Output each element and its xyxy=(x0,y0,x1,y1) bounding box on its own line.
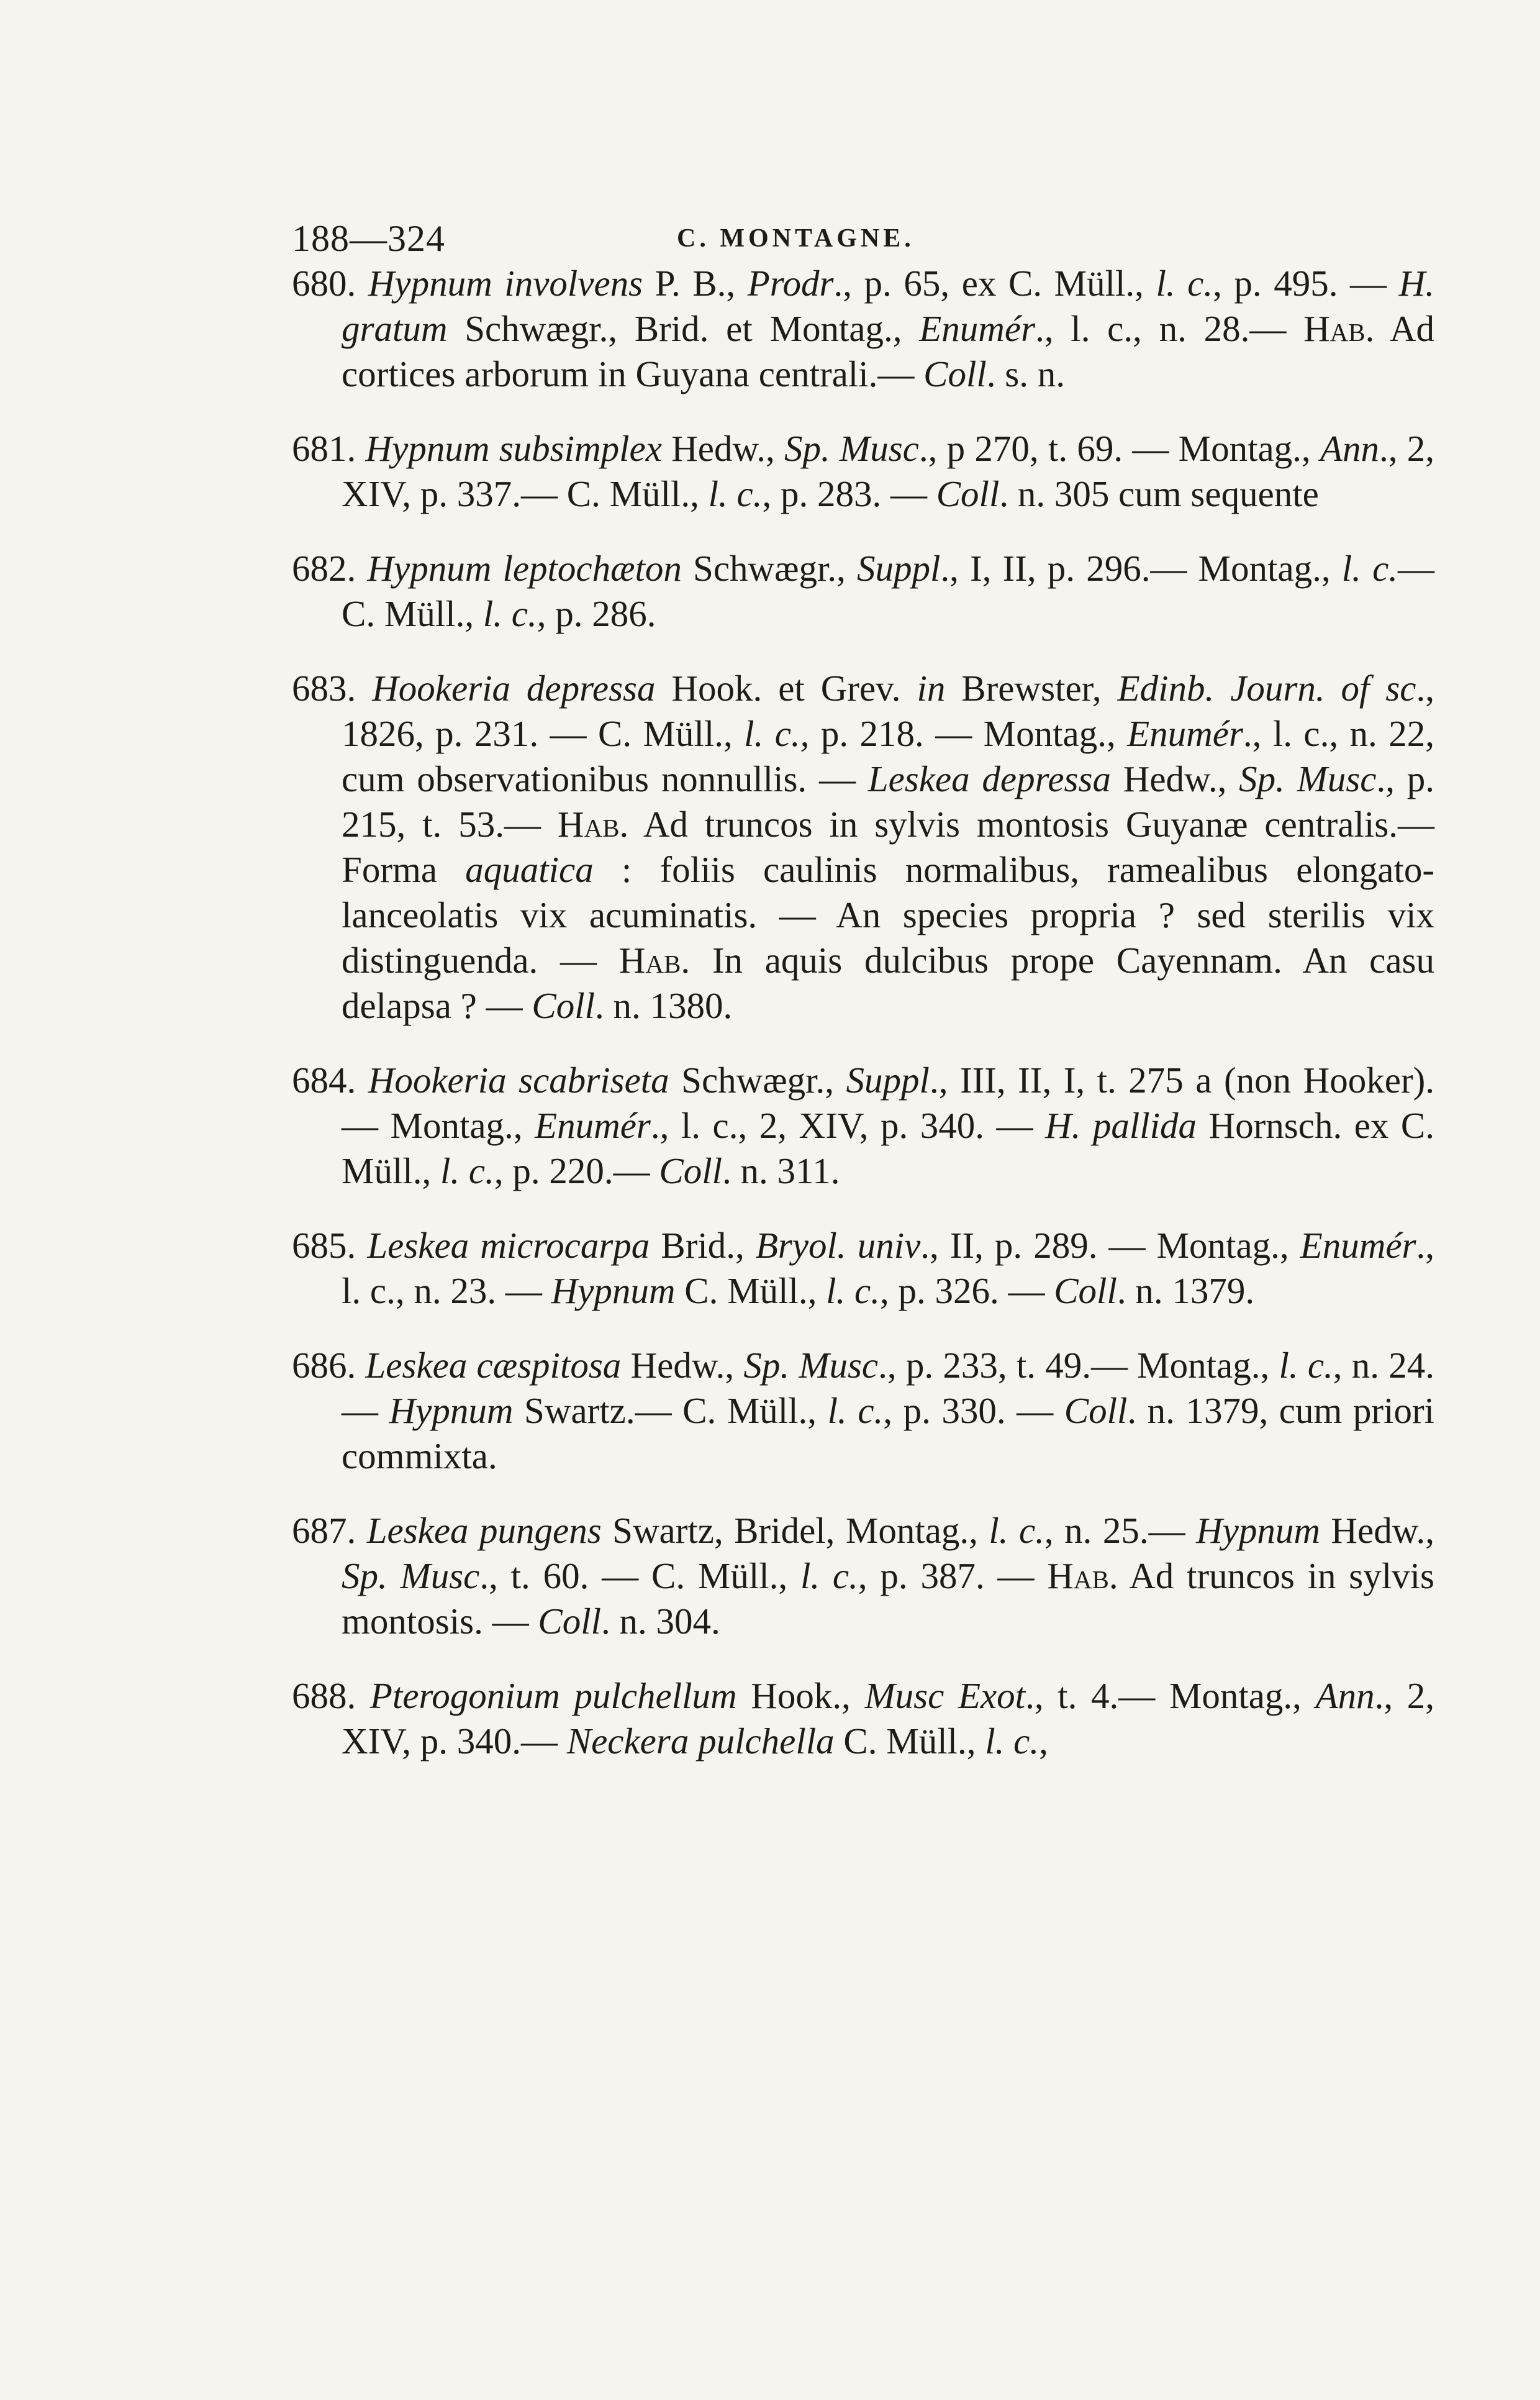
italic-text: Suppl xyxy=(846,1060,930,1101)
entry-text: Schwægr., xyxy=(669,1060,846,1101)
entry xyxy=(292,546,1434,637)
italic-text: l. c. xyxy=(1156,263,1213,304)
entry-list xyxy=(292,261,1434,1764)
italic-text: Ann xyxy=(1320,428,1379,469)
entry-text: , p. 495. — xyxy=(1213,263,1399,304)
entry-text: Brid., xyxy=(650,1225,756,1266)
entry-text: , p. 220.— xyxy=(494,1150,659,1191)
entry-text xyxy=(356,548,367,589)
entry-number: 683. xyxy=(292,668,356,709)
italic-text: Pterogonium pulchellum xyxy=(369,1675,737,1716)
italic-text: Suppl xyxy=(857,548,941,589)
small-caps-text: Hab xyxy=(557,804,620,845)
entry-text: , n. 25.— xyxy=(1044,1510,1197,1551)
entry-text: ., l. c., n. 22, cum observationibus nonnullis. — xyxy=(342,713,1434,799)
entry xyxy=(292,1343,1434,1479)
italic-text: l. c. xyxy=(800,1555,858,1596)
entry-text: ., l. c., 2, XIV, p. 340. — xyxy=(650,1105,1045,1146)
entry-text: Swartz, Bridel, Montag., xyxy=(601,1510,989,1551)
italic-text: Hypnum subsimplex xyxy=(365,428,662,469)
small-caps-text: Hab xyxy=(1303,308,1366,349)
entry-text: Hedw., xyxy=(1320,1510,1435,1551)
entry xyxy=(292,1223,1434,1314)
italic-text: l. c. xyxy=(440,1150,494,1191)
entry-text: , p. 326. — xyxy=(879,1270,1054,1311)
italic-text: Hypnum involvens xyxy=(368,263,643,304)
entry-text: Schwægr., xyxy=(681,548,858,589)
entry xyxy=(292,1673,1434,1764)
italic-text: Leskea microcarpa xyxy=(367,1225,650,1266)
entry-text: ., l. c., n. 23. — xyxy=(342,1225,1434,1311)
entry-text: . n. 1379. xyxy=(1116,1270,1255,1311)
italic-text: Leskea pungens xyxy=(366,1510,602,1551)
italic-text: l. c. xyxy=(826,1270,880,1311)
running-head: C. MONTAGNE. xyxy=(677,224,915,253)
entry-text: — C. Müll., xyxy=(342,548,1435,634)
italic-text: Hypnum xyxy=(389,1390,514,1431)
italic-text: l. c. xyxy=(482,593,537,634)
entry-text xyxy=(356,263,368,304)
entry-text: ., l. c., n. 28.— xyxy=(1035,308,1304,349)
entry-text: . n. 304. xyxy=(601,1601,720,1642)
entry xyxy=(292,1508,1434,1644)
entry-text xyxy=(356,1675,370,1716)
entry-text: P. B., xyxy=(643,263,748,304)
italic-text: Enumér xyxy=(1300,1225,1416,1266)
italic-text: Hypnum leptochæton xyxy=(367,548,682,589)
entry xyxy=(292,666,1434,1029)
entry-text: Hook. et Grev. xyxy=(655,668,917,709)
entry-text xyxy=(356,668,372,709)
entry-text xyxy=(356,1510,366,1551)
small-caps-text: Hab xyxy=(1047,1555,1109,1596)
entry-text: ., I, II, p. 296.— Montag., xyxy=(940,548,1342,589)
italic-text: Edinb. Journ. of sc xyxy=(1117,668,1416,709)
entry-text: ., II, p. 289. — Montag., xyxy=(920,1225,1300,1266)
entry-text: ., 1826, p. 231. — C. Müll., xyxy=(342,668,1434,754)
entry xyxy=(292,261,1434,397)
italic-text: Bryol. univ xyxy=(755,1225,921,1266)
entry-text: , p. 330. — xyxy=(883,1390,1064,1431)
italic-text: H. gratum xyxy=(342,263,1434,349)
italic-text: Ann xyxy=(1315,1675,1375,1716)
entry-text: , xyxy=(1039,1720,1048,1761)
entry-text: ., III, II, I, t. 275 a (non Hooker). — Montag., xyxy=(342,1060,1435,1146)
italic-text: aquatica xyxy=(465,849,594,890)
entry-text: C. Müll., xyxy=(834,1720,985,1761)
entry-text: . n. 1379, cum priori commixta. xyxy=(342,1390,1434,1476)
entry-number: 685. xyxy=(292,1225,356,1266)
italic-text: H. pallida xyxy=(1044,1105,1197,1146)
page xyxy=(292,205,1434,1793)
entry-text xyxy=(356,1060,368,1101)
entry-text: . Ad truncos in sylvis montosis. — xyxy=(342,1555,1434,1642)
italic-text: Leskea depressa xyxy=(867,758,1111,799)
page-header xyxy=(292,205,1434,261)
italic-text: l. c. xyxy=(708,473,763,514)
entry-text: Hornsch. ex C. Müll., xyxy=(342,1105,1434,1191)
entry-number: 680. xyxy=(292,263,356,304)
italic-text: Enumér xyxy=(1127,713,1243,754)
entry-text: . s. n. xyxy=(986,353,1065,394)
entry-text: . Ad truncos in sylvis montosis Guyanæ centralis.— Forma xyxy=(342,804,1434,890)
italic-text: Coll xyxy=(1054,1270,1117,1311)
entry-number: 682. xyxy=(292,548,356,589)
entry-text: . n. 1380. xyxy=(595,985,733,1026)
entry-text xyxy=(356,1345,365,1386)
entry-text: : foliis caulinis normalibus, ramealibus elongato-lanceolatis vix acuminatis. — An species propria ? sed sterilis vix distinguenda. — xyxy=(342,849,1434,981)
italic-text: l. c., xyxy=(744,713,810,754)
entry-text: . n. 305 cum sequente xyxy=(999,473,1319,514)
italic-text: Coll xyxy=(936,473,1000,514)
small-caps-text: Hab xyxy=(618,940,681,981)
italic-text: Sp. Musc xyxy=(784,428,919,469)
entry-text: Brewster, xyxy=(945,668,1118,709)
italic-text: l. c. xyxy=(1279,1345,1333,1386)
italic-text: in xyxy=(917,668,946,709)
entry-text: . Ad cortices arborum in Guyana centrali.— xyxy=(342,308,1434,394)
entry-text xyxy=(356,428,365,469)
entry-text: Hedw., xyxy=(621,1345,744,1386)
italic-text: Hookeria scabriseta xyxy=(368,1060,669,1101)
italic-text: Sp. Musc xyxy=(342,1555,480,1596)
entry-text: Hook., xyxy=(736,1675,865,1716)
italic-text: Coll xyxy=(923,353,987,394)
entry-text: p. 218. — Montag., xyxy=(809,713,1128,754)
entry-text: Schwægr., Brid. et Montag., xyxy=(447,308,920,349)
italic-text: Leskea cæspitosa xyxy=(365,1345,622,1386)
entry-text: , p. 286. xyxy=(537,593,656,634)
italic-text: l. c. xyxy=(827,1390,884,1431)
page-number: 188—324 xyxy=(292,218,445,259)
entry-text: Hedw., xyxy=(1110,758,1239,799)
entry-text: ., t. 60. — C. Müll., xyxy=(479,1555,800,1596)
italic-text: Enumér xyxy=(919,308,1036,349)
entry-number: 681. xyxy=(292,428,356,469)
entry-text: , n. 24.— xyxy=(342,1345,1434,1431)
italic-text: l. c. xyxy=(989,1510,1044,1551)
italic-text: Sp. Musc xyxy=(1239,758,1377,799)
entry-text xyxy=(356,1225,367,1266)
entry-text: . n. 311. xyxy=(722,1150,840,1191)
entry-number: 686. xyxy=(292,1345,356,1386)
entry-text: ., p. 65, ex C. Müll., xyxy=(833,263,1156,304)
italic-text: Coll xyxy=(659,1150,722,1191)
entry-text: Hedw., xyxy=(661,428,785,469)
italic-text: Hypnum xyxy=(1196,1510,1320,1551)
italic-text: Sp. Musc xyxy=(743,1345,879,1386)
entry-text: , p. 387. — xyxy=(858,1555,1048,1596)
italic-text: Musc Exot xyxy=(864,1675,1026,1716)
entry-number: 687. xyxy=(292,1510,356,1551)
entry-text: ., p 270, t. 69. — Montag., xyxy=(918,428,1320,469)
italic-text: Coll xyxy=(532,985,595,1026)
entry xyxy=(292,1058,1434,1194)
entry-text: ., 2, XIV, p. 340.— xyxy=(342,1675,1435,1761)
entry-text: , p. 283. — xyxy=(762,473,936,514)
italic-text: Hypnum xyxy=(551,1270,676,1311)
italic-text: Enumér xyxy=(535,1105,651,1146)
italic-text: Coll xyxy=(538,1601,601,1642)
italic-text: Coll xyxy=(1064,1390,1128,1431)
entry-text: ., p. 233, t. 49.— Montag., xyxy=(878,1345,1279,1386)
entry-number: 684. xyxy=(292,1060,356,1101)
italic-text: Neckera pulchella xyxy=(566,1720,835,1761)
entry xyxy=(292,426,1434,517)
italic-text: l. c. xyxy=(1341,548,1398,589)
entry-text: Swartz.— C. Müll., xyxy=(513,1390,828,1431)
italic-text: l. c. xyxy=(985,1720,1040,1761)
entry-text: C. Müll., xyxy=(675,1270,827,1311)
entry-text: . In aquis dulcibus prope Cayennam. An casu delapsa ? — xyxy=(342,940,1435,1026)
italic-text: Hookeria depressa xyxy=(372,668,656,709)
entry-text: ., p. 215, t. 53.— xyxy=(342,758,1435,845)
italic-text: Prodr xyxy=(747,263,834,304)
entry-text: ., 2, XIV, p. 337.— C. Müll., xyxy=(342,428,1435,514)
entry-number: 688. xyxy=(292,1675,356,1716)
entry-text: ., t. 4.— Montag., xyxy=(1025,1675,1316,1716)
